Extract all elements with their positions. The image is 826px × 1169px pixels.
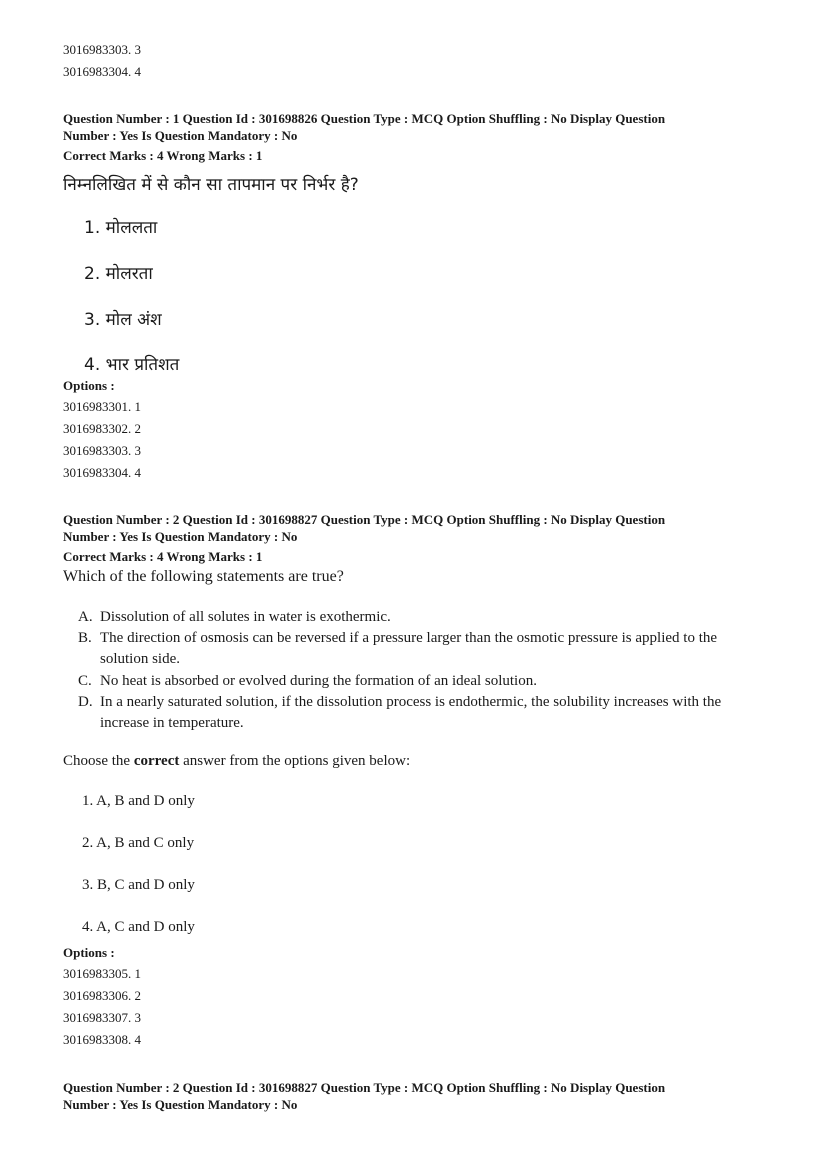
instruction-post: answer from the options given below: [183, 753, 411, 769]
statement-b [78, 628, 768, 670]
statement-d [78, 692, 768, 734]
answer-choice: 2. मोलरता [84, 264, 153, 284]
question-header: Question Number : 2 Question Id : 301698827 Question Type : MCQ Option Shuffling : No Display Question [63, 1080, 666, 1095]
option-id-line: 3016983305. 1 [63, 966, 141, 981]
marks-line: Correct Marks : 4 Wrong Marks : 1 [63, 549, 263, 564]
statement-text: Dissolution of all solutes in water is exothermic. [100, 609, 391, 625]
option-id-line: 3016983308. 4 [63, 1032, 141, 1047]
question-header-cont: Number : Yes Is Question Mandatory : No [63, 1097, 298, 1112]
option-id-line: 3016983303. 3 [63, 443, 141, 458]
answer-choice: 1. मोललता [84, 218, 158, 238]
question-header-cont: Number : Yes Is Question Mandatory : No [63, 128, 298, 143]
statement-a [78, 607, 768, 628]
answer-choice: 2. A, B and C only [82, 835, 195, 851]
options-label: Options : [63, 378, 115, 393]
options-label: Options : [63, 945, 115, 960]
statement-c [78, 671, 768, 692]
statement-text: In a nearly saturated solution, if the dissolution process is endothermic, the solubility increases with the increase in temperature. [100, 694, 722, 731]
option-id-line: 3016983301. 1 [63, 399, 141, 414]
option-id-line: 3016983303. 3 [63, 42, 141, 57]
instruction-pre: Choose the [63, 753, 131, 769]
statement-letter: D. [78, 694, 93, 710]
option-id-line: 3016983307. 3 [63, 1010, 141, 1025]
answer-choice: 4. भार प्रतिशत [84, 355, 180, 375]
instruction-bold: correct [133, 753, 180, 769]
option-id-line: 3016983302. 2 [63, 421, 141, 436]
marks-line: Correct Marks : 4 Wrong Marks : 1 [63, 148, 263, 163]
option-id-line: 3016983306. 2 [63, 988, 141, 1003]
question-header: Question Number : 1 Question Id : 301698826 Question Type : MCQ Option Shuffling : No Display Question [63, 111, 666, 126]
option-id-line: 3016983304. 4 [63, 465, 141, 480]
statement-letter: B. [78, 630, 92, 646]
question-header: Question Number : 2 Question Id : 301698827 Question Type : MCQ Option Shuffling : No Display Question [63, 512, 666, 527]
answer-choice: 1. A, B and D only [82, 793, 195, 809]
statement-text: No heat is absorbed or evolved during the formation of an ideal solution. [100, 673, 537, 689]
answer-choice: 3. B, C and D only [82, 877, 195, 893]
question-header-cont: Number : Yes Is Question Mandatory : No [63, 529, 298, 544]
answer-choice: 3. मोल अंश [84, 310, 162, 330]
statement-letter: A. [78, 609, 93, 625]
statement-text: The direction of osmosis can be reversed if a pressure larger than the osmotic pressure is applied to the solution side. [100, 630, 718, 667]
question-text: निम्नलिखित में से कौन सा तापमान पर निर्भर है? [63, 175, 359, 195]
statement-letter: C. [78, 673, 92, 689]
answer-choice: 4. A, C and D only [82, 919, 195, 935]
instruction-text [63, 753, 410, 770]
option-id-line: 3016983304. 4 [63, 64, 141, 79]
question-text: Which of the following statements are true? [63, 568, 344, 585]
